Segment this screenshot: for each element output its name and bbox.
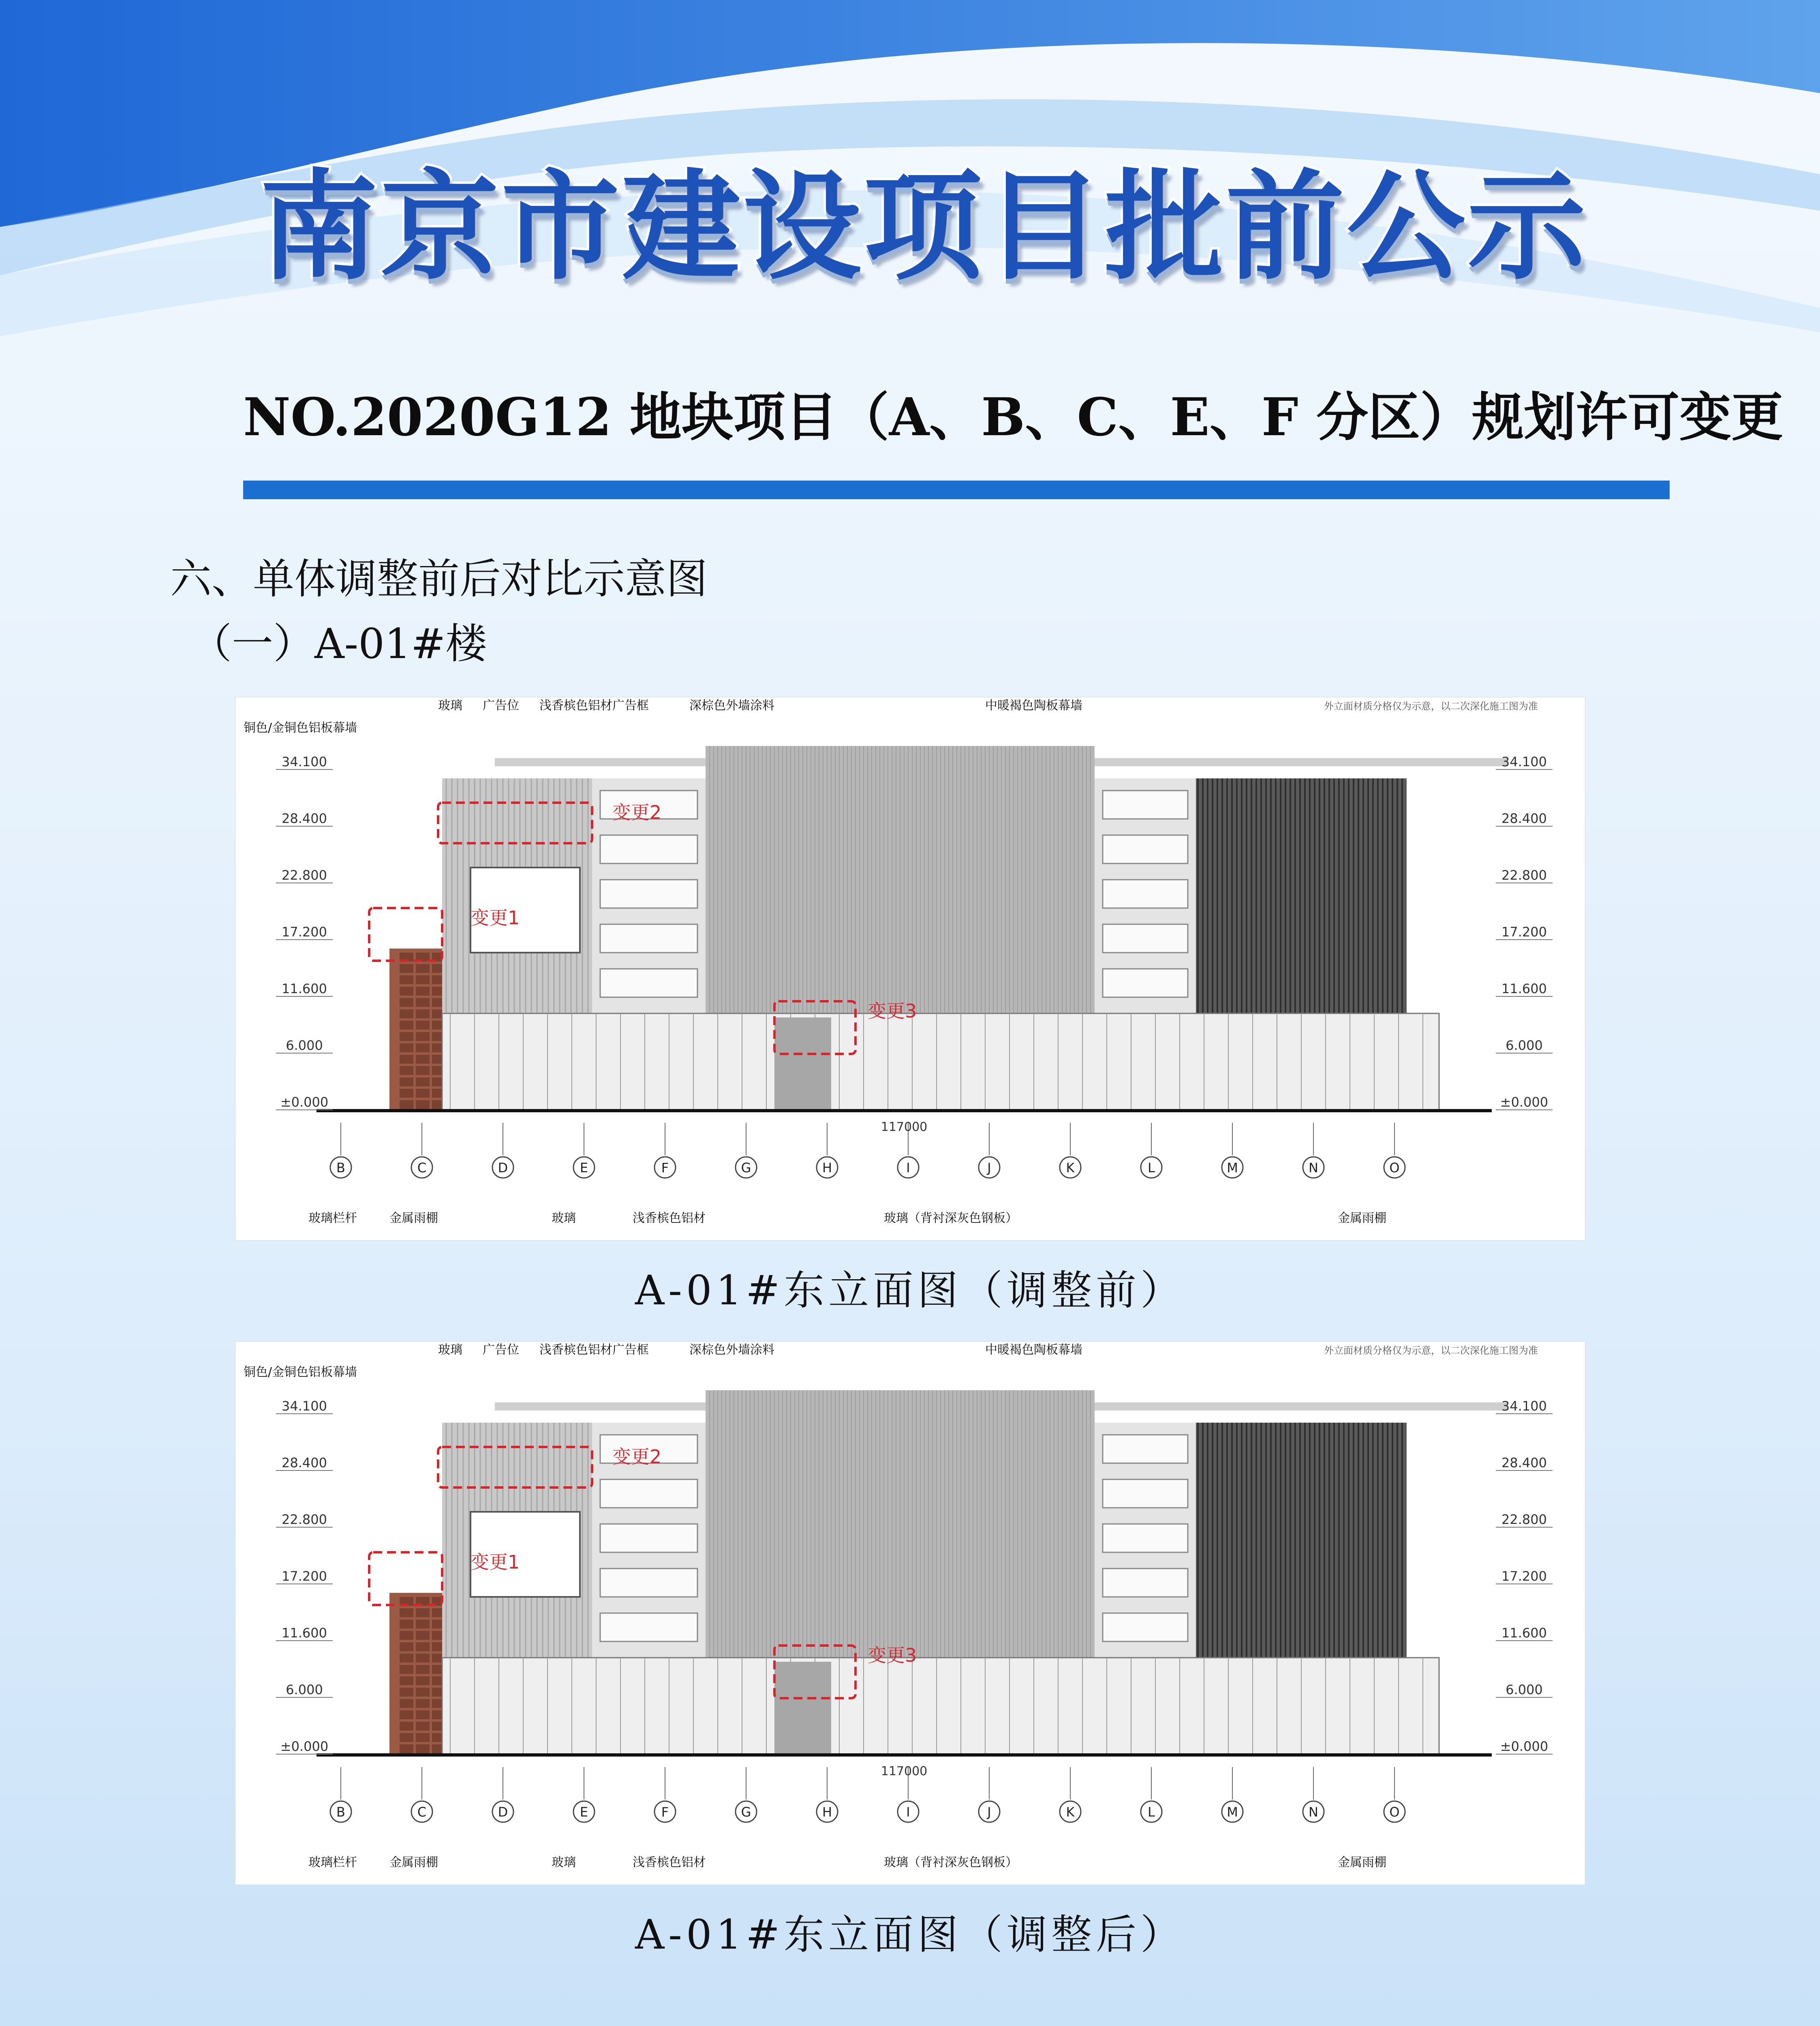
brick bbox=[400, 1089, 413, 1098]
brick bbox=[416, 1631, 430, 1640]
material-label-top: 中暖褐色陶板幕墙 bbox=[985, 1343, 1082, 1357]
brick bbox=[400, 964, 413, 973]
brick bbox=[400, 1676, 413, 1685]
podium-glazing bbox=[442, 1013, 1439, 1111]
axis-label: M bbox=[1227, 1804, 1238, 1820]
axis-label: L bbox=[1148, 1804, 1155, 1820]
material-label-top: 玻璃 bbox=[438, 1343, 462, 1357]
level-mark-right: 28.400 bbox=[1501, 811, 1547, 826]
level-mark-left: 22.800 bbox=[282, 868, 327, 883]
material-label-top: 浅香槟色铝材广告框 bbox=[539, 1343, 649, 1357]
material-label-top: 铜色/金铜色铝板幕墙 bbox=[244, 721, 357, 735]
core-window bbox=[1103, 1479, 1188, 1508]
axis-label: E bbox=[580, 1160, 588, 1175]
brick bbox=[400, 998, 413, 1007]
level-mark-left: 28.400 bbox=[282, 811, 327, 826]
core-window bbox=[1103, 1613, 1188, 1641]
brick bbox=[416, 1608, 430, 1617]
material-label-bottom: 浅香槟色铝材 bbox=[633, 1855, 706, 1870]
brick bbox=[400, 1699, 413, 1708]
brick bbox=[400, 1688, 413, 1697]
axis-label: H bbox=[822, 1160, 832, 1175]
level-mark-left: ±0.000 bbox=[280, 1739, 329, 1754]
title-divider bbox=[243, 481, 1670, 499]
axis-label: D bbox=[498, 1804, 508, 1820]
core-window bbox=[1103, 880, 1188, 908]
louvre-area bbox=[774, 1662, 831, 1755]
brick bbox=[416, 1676, 430, 1685]
brick bbox=[416, 1043, 430, 1052]
brick bbox=[416, 1710, 430, 1719]
drawing-note: 外立面材质分格仅为示意，以二次深化施工图为准 bbox=[1324, 1345, 1538, 1356]
axis-label: O bbox=[1389, 1804, 1400, 1820]
elevation-drawing-after bbox=[235, 1341, 1585, 1885]
material-label-bottom: 浅香槟色铝材 bbox=[633, 1211, 706, 1225]
brick bbox=[416, 1032, 430, 1041]
brick bbox=[400, 1608, 413, 1617]
brick bbox=[400, 1032, 413, 1041]
material-label-top: 广告位 bbox=[483, 699, 519, 713]
axis-label: J bbox=[987, 1160, 991, 1175]
level-mark-left: 11.600 bbox=[282, 981, 327, 996]
axis-label: H bbox=[822, 1804, 832, 1820]
brick bbox=[400, 1100, 413, 1109]
level-mark-left: ±0.000 bbox=[280, 1094, 329, 1110]
axis-label: O bbox=[1389, 1160, 1400, 1175]
brick bbox=[400, 1631, 413, 1640]
axis-label: B bbox=[336, 1160, 345, 1175]
brick bbox=[416, 1654, 430, 1663]
louvre-area bbox=[774, 1017, 831, 1111]
level-mark-right: 17.200 bbox=[1501, 1569, 1547, 1584]
level-mark-left: 34.100 bbox=[282, 1398, 327, 1414]
brick bbox=[416, 987, 430, 996]
brick bbox=[416, 1009, 430, 1018]
axis-label: D bbox=[498, 1160, 508, 1175]
axis-label: C bbox=[417, 1160, 427, 1175]
brick bbox=[416, 1077, 430, 1086]
brick bbox=[416, 1699, 430, 1708]
brick bbox=[400, 987, 413, 996]
brick bbox=[400, 1744, 413, 1753]
level-mark-left: 28.400 bbox=[282, 1455, 327, 1470]
material-label-bottom: 金属雨棚 bbox=[389, 1211, 438, 1225]
brick bbox=[416, 1100, 430, 1109]
change-marker-label: 变更1 bbox=[471, 1551, 520, 1573]
material-label-top: 浅香槟色铝材广告框 bbox=[539, 699, 649, 713]
level-mark-right: 34.100 bbox=[1501, 1398, 1547, 1414]
axis-label: G bbox=[741, 1804, 751, 1820]
level-mark-right: 11.600 bbox=[1501, 981, 1547, 996]
axis-label: M bbox=[1227, 1160, 1238, 1175]
level-mark-left: 17.200 bbox=[282, 924, 327, 940]
level-mark-right: 22.800 bbox=[1501, 1512, 1547, 1527]
core-window bbox=[1103, 1569, 1188, 1597]
brick bbox=[400, 1021, 413, 1030]
level-mark-right: 6.000 bbox=[1506, 1682, 1543, 1697]
core-window bbox=[1103, 1524, 1188, 1552]
brick bbox=[400, 1620, 413, 1628]
brick bbox=[416, 1620, 430, 1628]
change-marker-label: 变更3 bbox=[868, 1000, 917, 1022]
level-mark-right: 17.200 bbox=[1501, 924, 1547, 940]
brick bbox=[416, 998, 430, 1007]
change-marker-label: 变更2 bbox=[612, 1446, 662, 1468]
brick bbox=[400, 1077, 413, 1086]
brick bbox=[416, 1089, 430, 1098]
axis-label: I bbox=[906, 1160, 910, 1175]
material-label-top: 深棕色外墙涂料 bbox=[689, 699, 774, 713]
brick bbox=[416, 1642, 430, 1651]
axis-label: F bbox=[661, 1160, 669, 1175]
core-window bbox=[1103, 1435, 1188, 1463]
brick bbox=[416, 1055, 430, 1064]
subsection-heading: （一）A-01#楼 bbox=[190, 620, 487, 668]
material-label-bottom: 玻璃 bbox=[552, 1211, 576, 1225]
axis-label: K bbox=[1066, 1804, 1075, 1820]
brick bbox=[400, 1654, 413, 1663]
brick bbox=[416, 1021, 430, 1030]
axis-label: E bbox=[580, 1804, 588, 1820]
level-mark-left: 22.800 bbox=[282, 1512, 327, 1527]
brick bbox=[416, 1722, 430, 1731]
material-label-bottom: 金属雨棚 bbox=[1338, 1211, 1386, 1225]
brick bbox=[400, 1055, 413, 1064]
elevation-drawing-before bbox=[235, 697, 1585, 1241]
material-label-top: 中暖褐色陶板幕墙 bbox=[985, 699, 1082, 713]
material-label-bottom: 玻璃栏杆 bbox=[308, 1211, 357, 1225]
axis-label: J bbox=[987, 1804, 991, 1820]
level-mark-right: ±0.000 bbox=[1500, 1094, 1548, 1110]
core-window bbox=[1103, 969, 1188, 997]
axis-label: N bbox=[1309, 1160, 1318, 1175]
axis-label: N bbox=[1309, 1804, 1318, 1820]
axis-label: L bbox=[1148, 1160, 1155, 1175]
level-mark-left: 6.000 bbox=[286, 1682, 323, 1697]
brick bbox=[400, 1043, 413, 1052]
axis-label: B bbox=[336, 1804, 345, 1820]
brick bbox=[416, 1733, 430, 1742]
material-label-top: 深棕色外墙涂料 bbox=[689, 1343, 774, 1357]
material-label-bottom: 玻璃 bbox=[552, 1855, 576, 1870]
brick bbox=[400, 1009, 413, 1018]
total-dimension: 117000 bbox=[881, 1764, 928, 1778]
material-label-bottom: 金属雨棚 bbox=[1338, 1855, 1386, 1870]
axis-label: F bbox=[661, 1804, 669, 1820]
level-mark-right: 28.400 bbox=[1501, 1455, 1547, 1470]
level-mark-right: 11.600 bbox=[1501, 1625, 1547, 1641]
core-window bbox=[600, 969, 697, 997]
brick bbox=[400, 1710, 413, 1719]
brick bbox=[416, 1688, 430, 1697]
material-label-bottom: 金属雨棚 bbox=[389, 1855, 438, 1870]
change-marker-label: 变更3 bbox=[868, 1644, 917, 1666]
brick bbox=[416, 975, 430, 984]
material-label-bottom: 玻璃（背衬深灰色钢板） bbox=[884, 1855, 1018, 1870]
change-marker-label: 变更2 bbox=[612, 801, 662, 823]
core-window bbox=[1103, 924, 1188, 953]
figure-caption-before: A-01#东立面图（调整前） bbox=[635, 1267, 1185, 1314]
total-dimension: 117000 bbox=[881, 1120, 928, 1134]
brick bbox=[416, 964, 430, 973]
level-mark-left: 34.100 bbox=[282, 754, 327, 769]
page-title: 南京市建设项目批前公示 bbox=[260, 158, 1588, 296]
level-mark-right: ±0.000 bbox=[1500, 1739, 1548, 1754]
level-mark-right: 6.000 bbox=[1506, 1038, 1543, 1053]
core-window bbox=[600, 924, 697, 953]
brick bbox=[400, 975, 413, 984]
section-heading: 六、单体调整前后对比示意图 bbox=[170, 555, 708, 603]
change-marker-label: 变更1 bbox=[471, 907, 520, 929]
core-window bbox=[600, 835, 697, 863]
brick bbox=[416, 1744, 430, 1753]
brick bbox=[416, 1665, 430, 1674]
core-window bbox=[600, 1524, 697, 1552]
material-label-top: 玻璃 bbox=[438, 699, 462, 713]
core-window bbox=[600, 1479, 697, 1508]
drawing-note: 外立面材质分格仅为示意，以二次深化施工图为准 bbox=[1324, 701, 1538, 712]
axis-label: G bbox=[741, 1160, 751, 1175]
brick bbox=[400, 1066, 413, 1075]
core-window bbox=[600, 1613, 697, 1641]
project-subtitle: NO.2020G12 地块项目（A、B、C、E、F 分区）规划许可变更 bbox=[243, 387, 1784, 448]
core-window bbox=[1103, 835, 1188, 863]
level-mark-left: 6.000 bbox=[286, 1038, 323, 1053]
core-window bbox=[600, 1569, 697, 1597]
brick bbox=[416, 1066, 430, 1075]
core-window bbox=[600, 880, 697, 908]
figure-caption-after: A-01#东立面图（调整后） bbox=[635, 1911, 1185, 1958]
level-mark-left: 11.600 bbox=[282, 1625, 327, 1641]
core-window bbox=[1103, 791, 1188, 819]
level-mark-left: 17.200 bbox=[282, 1569, 327, 1584]
podium-glazing bbox=[442, 1658, 1439, 1755]
axis-label: I bbox=[906, 1804, 910, 1820]
material-label-top: 铜色/金铜色铝板幕墙 bbox=[244, 1365, 357, 1379]
brick bbox=[400, 1722, 413, 1731]
material-label-bottom: 玻璃（背衬深灰色钢板） bbox=[884, 1211, 1018, 1225]
material-label-top: 广告位 bbox=[483, 1343, 519, 1357]
brick bbox=[400, 1665, 413, 1674]
axis-label: K bbox=[1066, 1160, 1075, 1175]
elevation-svg bbox=[235, 697, 1585, 1240]
level-mark-right: 34.100 bbox=[1501, 754, 1547, 769]
elevation-svg bbox=[235, 1342, 1585, 1885]
axis-label: C bbox=[417, 1804, 427, 1820]
material-label-bottom: 玻璃栏杆 bbox=[308, 1855, 357, 1870]
brick bbox=[400, 1733, 413, 1742]
level-mark-right: 22.800 bbox=[1501, 868, 1547, 883]
brick bbox=[400, 1642, 413, 1651]
